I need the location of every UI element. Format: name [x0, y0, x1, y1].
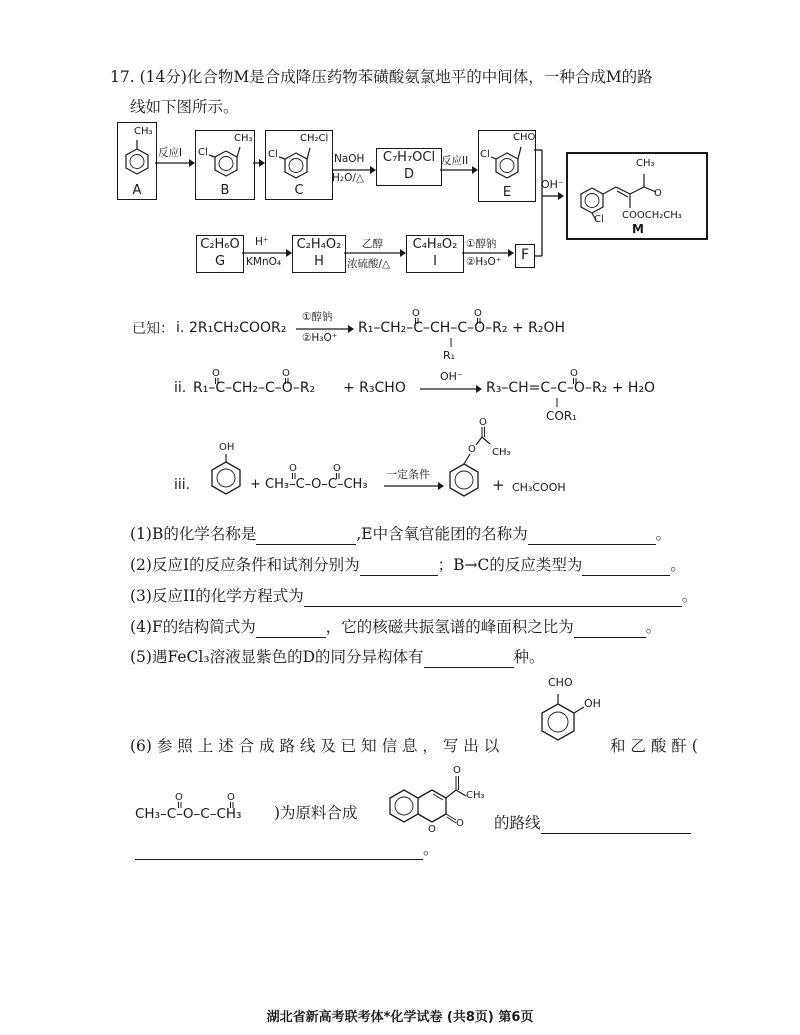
known-i-cond-bot: ②H₃O⁺	[302, 332, 338, 344]
arrow-naoh-label: NaOH	[334, 153, 365, 165]
known-iii-arrow	[384, 481, 444, 491]
compound-d-box	[376, 148, 442, 186]
q2-period: 。	[670, 556, 686, 574]
q5-text-b: 种。	[513, 648, 545, 666]
q6-cho: CHO	[548, 676, 573, 689]
b-chloro: Cl	[198, 147, 208, 158]
q2-answer-blank-1[interactable]	[360, 559, 438, 576]
q6-text-b: 和 乙 酸 酐 (	[610, 737, 698, 755]
i-formula: C₄H₈O₂	[412, 237, 458, 252]
known-ii-reactant: R₁–C–CH₂–C–O–R₂	[193, 380, 316, 396]
phenol-oh: OH	[219, 442, 235, 453]
svg-text:O: O	[212, 368, 220, 379]
q6-route-cont	[135, 838, 439, 860]
q6-answer-blank-2[interactable]	[135, 843, 423, 860]
compound-b-box	[195, 130, 255, 200]
q4-period: 。	[645, 618, 662, 636]
arrow-h-plus-label: H⁺	[255, 236, 269, 248]
svg-text:O: O	[227, 792, 235, 803]
compound-m-box	[566, 152, 708, 240]
b-label: B	[220, 183, 230, 198]
svg-text:O: O	[456, 818, 464, 829]
q6-period: 。	[423, 840, 439, 858]
q3-period: 。	[681, 587, 698, 605]
q5-text-a: (5)遇FeCl₃溶液显紫色的D的同分异构体有	[130, 648, 424, 666]
q5-answer-blank[interactable]	[424, 651, 514, 668]
q1-text-a: (1)B的化学名称是	[130, 525, 257, 543]
m-label: M	[632, 222, 644, 236]
q3	[130, 585, 697, 607]
known-i-carbonyls	[412, 306, 552, 320]
known-ii-product: R₃–CH=C–C–O–R₂ + H₂O	[486, 380, 656, 396]
known-i-r1: R₁	[443, 349, 456, 362]
svg-text:O: O	[453, 765, 461, 776]
known-ii-arrow	[420, 384, 482, 394]
known-i-reactant: 2R₁CH₂COOR₂	[189, 320, 287, 336]
m-methyl: CH₃	[636, 158, 655, 169]
q1-period: 。	[655, 525, 672, 543]
arrow-kmno4-label: KMnO₄	[246, 256, 282, 268]
m-chloro: Cl	[594, 214, 604, 225]
q3-text: (3)反应II的化学方程式为	[130, 587, 304, 605]
q4-text-b: ，它的核磁共振氢谱的峰面积之比为	[325, 618, 574, 636]
c-chloro: Cl	[268, 149, 278, 160]
svg-text:O: O	[654, 188, 662, 199]
known-ii-cor1: COR₁	[546, 409, 577, 423]
q2-answer-blank-2[interactable]	[582, 559, 670, 576]
svg-text:O: O	[468, 444, 476, 455]
svg-text:O: O	[175, 792, 183, 803]
svg-text:O: O	[570, 368, 578, 379]
phenyl-acetate-icon	[442, 418, 512, 508]
phenyl-acetate-methyl: CH₃	[492, 447, 511, 458]
a-substituent: CH₃	[134, 126, 153, 137]
d-label: D	[403, 167, 414, 182]
compound-g-box	[196, 235, 244, 273]
question-line-1: 17. (14分)化合物M是合成降压药物苯磺酸氨氯地平的中间体，一种合成M的路	[110, 68, 653, 86]
anhydride-carbonyls	[289, 461, 379, 477]
q2	[130, 554, 686, 576]
g-formula: C₂H₆O	[200, 237, 240, 252]
q6-target-methyl: CH₃	[466, 790, 485, 801]
q2-text-b: ；B→C的反应类型为	[437, 556, 583, 574]
arrow-b-c	[253, 158, 265, 168]
arrow-oh-label: OH⁻	[541, 178, 564, 191]
d-formula: C₇H₇OCl	[382, 150, 436, 165]
q2-text-a: (2)反应I的反应条件和试剂分别为	[130, 556, 360, 574]
svg-text:O: O	[333, 463, 341, 474]
page-footer: 湖北省新高考联考体*化学试卷 (共8页) 第6页	[266, 1010, 534, 1025]
known-i-product: R₁–CH₂–C–CH–C–O–R₂ + R₂OH	[358, 320, 565, 336]
q5	[130, 646, 545, 668]
q6-oh: OH	[584, 697, 601, 710]
arrow-1-label: 反应I	[158, 147, 183, 159]
arrow-ethanol-label: 乙醇	[362, 238, 383, 250]
arrow-alkoxide-label: ①醇钠	[466, 238, 497, 250]
q3-answer-blank[interactable]	[304, 590, 682, 607]
e-chloro: Cl	[480, 149, 490, 160]
compound-i-box	[406, 235, 464, 273]
svg-text:O: O	[474, 308, 482, 319]
known-i-cond-top: ①醇钠	[302, 311, 333, 323]
known-iii-plus: +	[492, 476, 505, 494]
arrow-sulfuric-label: 浓硫酸/△	[347, 258, 391, 270]
f-label: F	[520, 247, 530, 263]
known-iii-anhydride: + CH₃–C–O–C–CH₃	[250, 477, 368, 492]
m-ester: COOCH₂CH₃	[622, 210, 682, 221]
svg-text:O: O	[479, 417, 487, 428]
known-iii-acetic-acid: CH₃COOH	[512, 481, 566, 494]
q1-text-b: ,E中含氧官能团的名称为	[356, 525, 528, 543]
known-title: 已知：	[132, 321, 174, 337]
q6-answer-blank-1[interactable]	[541, 817, 691, 834]
q6-text-e: 的路线	[494, 814, 541, 832]
known-ii-number: ii.	[174, 380, 187, 396]
known-ii-aldehyde: + R₃CHO	[343, 380, 406, 396]
q4-answer-blank-1[interactable]	[256, 621, 326, 638]
compound-a-box	[117, 122, 157, 200]
c-substituent: CH₂Cl	[300, 133, 329, 144]
known-iii-number: iii.	[174, 477, 191, 493]
e-label: E	[502, 185, 512, 200]
merge-bracket	[534, 148, 564, 278]
h-formula: C₂H₄O₂	[296, 237, 342, 252]
question-line-2: 线如下图所示。	[130, 98, 239, 116]
known-i-number: i.	[176, 320, 185, 336]
a-label: A	[132, 183, 142, 198]
q6-text-a: (6) 参 照 上 述 合 成 路 线 及 已 知 信 息 ， 写 出 以	[130, 737, 500, 755]
q4	[130, 616, 661, 638]
svg-text:O: O	[289, 463, 297, 474]
svg-text:O: O	[428, 824, 436, 835]
h-label: H	[314, 254, 324, 269]
q4-answer-blank-2[interactable]	[574, 621, 646, 638]
known-iii-cond: 一定条件	[386, 468, 430, 481]
phenol-icon	[206, 446, 246, 506]
q1-answer-blank-2[interactable]	[528, 528, 656, 545]
known-ii-cond: OH⁻	[440, 370, 463, 383]
compound-e-box	[478, 130, 536, 202]
q6-anhydride: CH₃–C–O–C–CH₃	[135, 806, 242, 822]
b-substituent: CH₃	[234, 133, 253, 144]
svg-text:O: O	[412, 308, 420, 319]
compound-h-box	[292, 235, 346, 273]
arrow-h2o-heat-label: H₂O/△	[332, 172, 364, 184]
g-label: G	[214, 254, 226, 269]
svg-text:O: O	[282, 368, 290, 379]
compound-c-box	[265, 130, 333, 200]
q1-answer-blank-1[interactable]	[256, 528, 356, 545]
compound-f-box	[515, 244, 535, 268]
q6-text-d: )为原料合成	[274, 804, 358, 822]
arrow-2-label: 反应II	[441, 155, 469, 167]
q1	[130, 523, 671, 545]
c-label: C	[294, 183, 304, 198]
arrow-h3o-label: ②H₃O⁺	[466, 256, 502, 268]
q6-route	[494, 812, 691, 834]
e-substituent: CHO	[513, 132, 536, 143]
q4-text-a: (4)F的结构简式为	[130, 618, 256, 636]
i-label: I	[433, 254, 437, 269]
